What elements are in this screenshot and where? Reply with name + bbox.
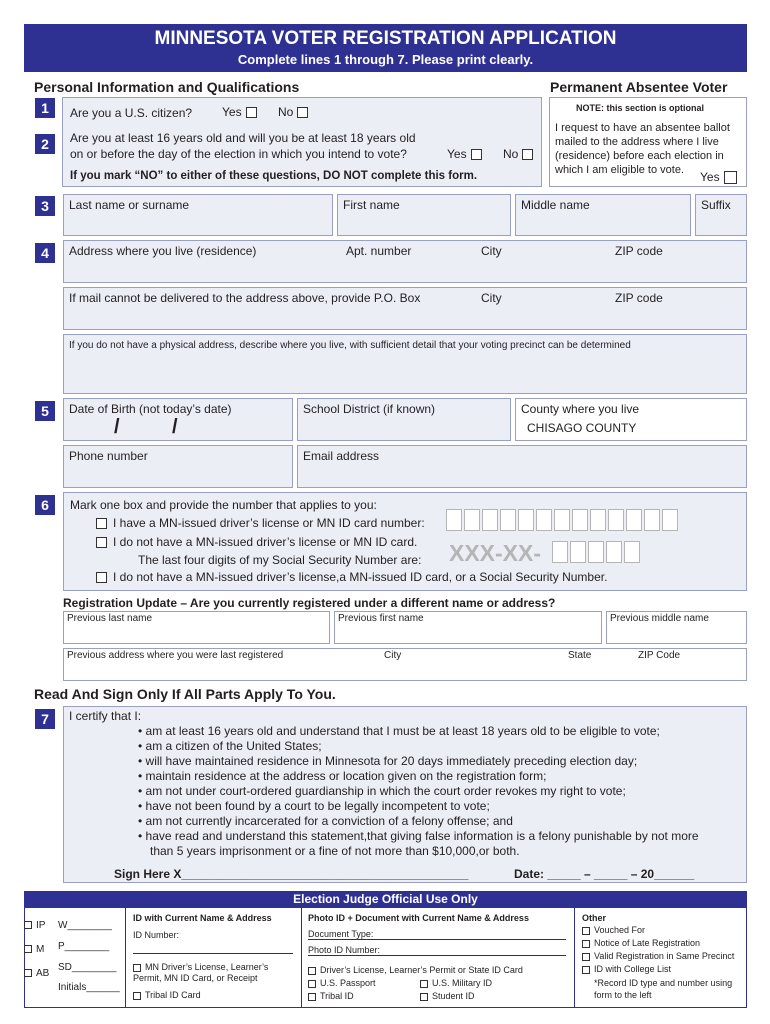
no-address-field[interactable]	[63, 334, 747, 394]
cert-last-line: than 5 years imprisonment or a fine of not more than $10,000,or both.	[150, 844, 520, 858]
col1-idnum-line	[133, 953, 293, 954]
prev-state-label: State	[568, 650, 592, 661]
absentee-yes[interactable]: Yes	[700, 170, 737, 184]
certify-intro: I certify that I:	[69, 709, 142, 723]
col-divider-2	[301, 908, 302, 1008]
col3-opt3[interactable]: Valid Registration in Same Precinct	[582, 951, 734, 961]
col1-opt2[interactable]: Tribal ID Card	[133, 990, 201, 1000]
update-heading: Registration Update – Are you currently registered under a different name or address?	[63, 596, 556, 610]
county-field[interactable]	[515, 398, 747, 441]
absentee-yes-checkbox[interactable]	[724, 171, 737, 184]
col3-note: *Record ID type and number using form to the left	[594, 978, 733, 1000]
apt-label: Apt. number	[346, 244, 412, 258]
col1-title: ID with Current Name & Address	[133, 913, 272, 923]
county-value: CHISAGO COUNTY	[527, 421, 637, 435]
last-name-field[interactable]: Last name or surname	[63, 194, 333, 236]
col2-title: Photo ID + Document with Current Name & Address	[308, 913, 529, 923]
cert-item: • have not been found by a court to be legally incompetent to vote;	[138, 799, 699, 814]
form-subtitle: Complete lines 1 through 7. Please print clearly.	[237, 52, 534, 67]
city-label: City	[481, 244, 502, 258]
age-yes[interactable]: Yes	[447, 147, 482, 161]
ab-option[interactable]: AB	[24, 968, 49, 979]
ssn-label: The last four digits of my Social Security Number are:	[138, 553, 422, 567]
col3-opt2[interactable]: Notice of Late Registration	[582, 938, 700, 948]
col3-title: Other	[582, 913, 607, 923]
cert-item: • am at least 16 years old and understand that I must be at least 18 years old to be eligible to vote;	[138, 724, 699, 739]
citizen-yes-checkbox[interactable]	[246, 107, 257, 118]
col3-opt1[interactable]: Vouched For	[582, 925, 645, 935]
age-yes-checkbox[interactable]	[471, 149, 482, 160]
suffix-field[interactable]: Suffix	[695, 194, 747, 236]
id-option-none[interactable]: I do not have a MN-issued driver’s license,a MN-issued ID card, or a Social Security Number.	[96, 570, 607, 584]
prev-middle-name-field[interactable]: Previous middle name	[606, 611, 747, 644]
section-1-number: 1	[35, 98, 55, 118]
dob-label: Date of Birth (not today’s date)	[69, 402, 232, 416]
ssn-prefix: XXX-XX-	[449, 540, 542, 566]
absentee-note: NOTE: this section is optional	[576, 103, 705, 113]
email-field[interactable]: Email address	[297, 445, 747, 488]
citizen-question: Are you a U.S. citizen?	[70, 106, 193, 120]
official-use-banner: Election Judge Official Use Only	[24, 891, 747, 908]
col2-photo[interactable]: Photo ID Number:	[308, 945, 566, 956]
cert-item: • have read and understand this statement,that giving false information is a felony punishable by not more	[138, 829, 699, 844]
zip-label: ZIP code	[615, 244, 663, 258]
age-question-line1: Are you at least 16 years old and will you be at least 18 years old	[70, 131, 416, 145]
po-city-label: City	[481, 291, 502, 305]
signature-line[interactable]: Sign Here X___________________________________________	[114, 867, 469, 881]
prev-address-field[interactable]: Previous address where you were last registered City State ZIP Code	[63, 648, 747, 681]
section-6-number: 6	[35, 495, 55, 515]
cert-item: • am not under court-ordered guardianship in which the court order revokes my right to vote;	[138, 784, 699, 799]
citizen-yes[interactable]: Yes	[222, 105, 257, 119]
prev-last-name-field[interactable]: Previous last name	[63, 611, 330, 644]
ip-option[interactable]: IP	[24, 920, 45, 931]
sign-heading: Read And Sign Only If All Parts Apply To You.	[34, 686, 336, 702]
col2-opt5[interactable]: Student ID	[420, 991, 475, 1001]
col2-opt4[interactable]: Tribal ID	[308, 991, 354, 1001]
dob-field[interactable]	[63, 398, 293, 441]
col2-opt3[interactable]: U.S. Military ID	[420, 978, 492, 988]
qualification-warning: If you mark “NO” to either of these questions, DO NOT complete this form.	[70, 170, 478, 182]
po-zip-label: ZIP code	[615, 291, 663, 305]
citizen-no-checkbox[interactable]	[297, 107, 308, 118]
section-2-number: 2	[35, 134, 55, 154]
no-id-checkbox[interactable]	[96, 572, 107, 583]
prev-first-name-field[interactable]: Previous first name	[334, 611, 602, 644]
col2-opt2[interactable]: U.S. Passport	[308, 978, 376, 988]
po-box-field[interactable]	[63, 287, 747, 330]
col1-opt1[interactable]: MN Driver’s License, Learner’s Permit, MN ID Card, or Receipt	[133, 962, 269, 983]
m-option[interactable]: M	[24, 944, 44, 955]
no-address-label: If you do not have a physical address, describe where you live, with sufficient detail that your voting precinct can be determined	[69, 340, 631, 351]
dob-slash-1: /	[114, 416, 120, 438]
personal-heading: Personal Information and Qualifications	[34, 79, 300, 95]
ward-field[interactable]: W________	[58, 920, 112, 931]
prev-zip-label: ZIP Code	[638, 650, 681, 661]
po-box-label: If mail cannot be delivered to the address above, provide P.O. Box	[69, 291, 421, 305]
prev-city-label: City	[384, 650, 402, 661]
id-option-license[interactable]: I have a MN-issued driver’s license or MN ID card number:	[96, 516, 425, 530]
first-name-field[interactable]: First name	[337, 194, 511, 236]
initials-field[interactable]: Initials______	[58, 982, 120, 993]
section-4-number: 4	[35, 243, 55, 263]
date-line[interactable]: Date: _____ – _____ – 20______	[514, 867, 695, 881]
col1-idnum[interactable]: ID Number:	[133, 930, 180, 940]
header-banner	[24, 24, 747, 72]
county-label: County where you live	[521, 402, 640, 416]
col2-doc[interactable]: Document Type:	[308, 929, 566, 940]
school-district-code-field[interactable]: SD________	[58, 962, 117, 973]
col-divider-1	[125, 908, 126, 1008]
cert-item: • am a citizen of the United States;	[138, 739, 699, 754]
section-3-number: 3	[35, 196, 55, 216]
section-5-number: 5	[35, 401, 55, 421]
absentee-heading: Permanent Absentee Voter	[550, 79, 728, 95]
citizen-no[interactable]: No	[278, 105, 308, 119]
cert-item: • maintain residence at the address or location given on the registration form;	[138, 769, 699, 784]
col3-opt4[interactable]: ID with College List	[582, 964, 671, 974]
cert-item: • will have maintained residence in Minnesota for 20 days immediately preceding election day;	[138, 754, 699, 769]
cert-item: • am not currently incarcerated for a conviction of a felony offense; and	[138, 814, 699, 829]
col-divider-3	[574, 908, 575, 1008]
age-no[interactable]: No	[503, 147, 533, 161]
ssn-digit-boxes[interactable]	[552, 541, 642, 563]
age-no-checkbox[interactable]	[522, 149, 533, 160]
age-question-line2: on or before the day of the election in which you intend to vote?	[70, 147, 407, 161]
form-title: MINNESOTA VOTER REGISTRATION APPLICATION	[154, 28, 617, 49]
license-checkbox[interactable]	[96, 518, 107, 529]
school-district-field[interactable]: School District (if known)	[297, 398, 511, 441]
middle-name-field[interactable]: Middle name	[515, 194, 691, 236]
phone-field[interactable]: Phone number	[63, 445, 293, 488]
ssn-checkbox[interactable]	[96, 537, 107, 548]
license-number-boxes[interactable]	[446, 509, 680, 531]
dob-slash-2: /	[172, 416, 178, 438]
absentee-text: I request to have an absentee ballot mailed to the address where I live (residence) before each election in which I am eligible to vote.	[555, 122, 730, 176]
id-instruction: Mark one box and provide the number that applies to you:	[70, 498, 377, 512]
residence-address-field[interactable]	[63, 240, 747, 283]
col2-opt1[interactable]: Driver’s License, Learner’s Permit or State ID Card	[308, 965, 523, 975]
residence-label: Address where you live (residence)	[69, 244, 257, 258]
section-7-number: 7	[35, 709, 55, 729]
id-option-ssn[interactable]: I do not have a MN-issued driver’s license or MN ID card.	[96, 535, 417, 549]
precinct-field[interactable]: P________	[58, 941, 110, 952]
certification-list	[138, 724, 699, 844]
